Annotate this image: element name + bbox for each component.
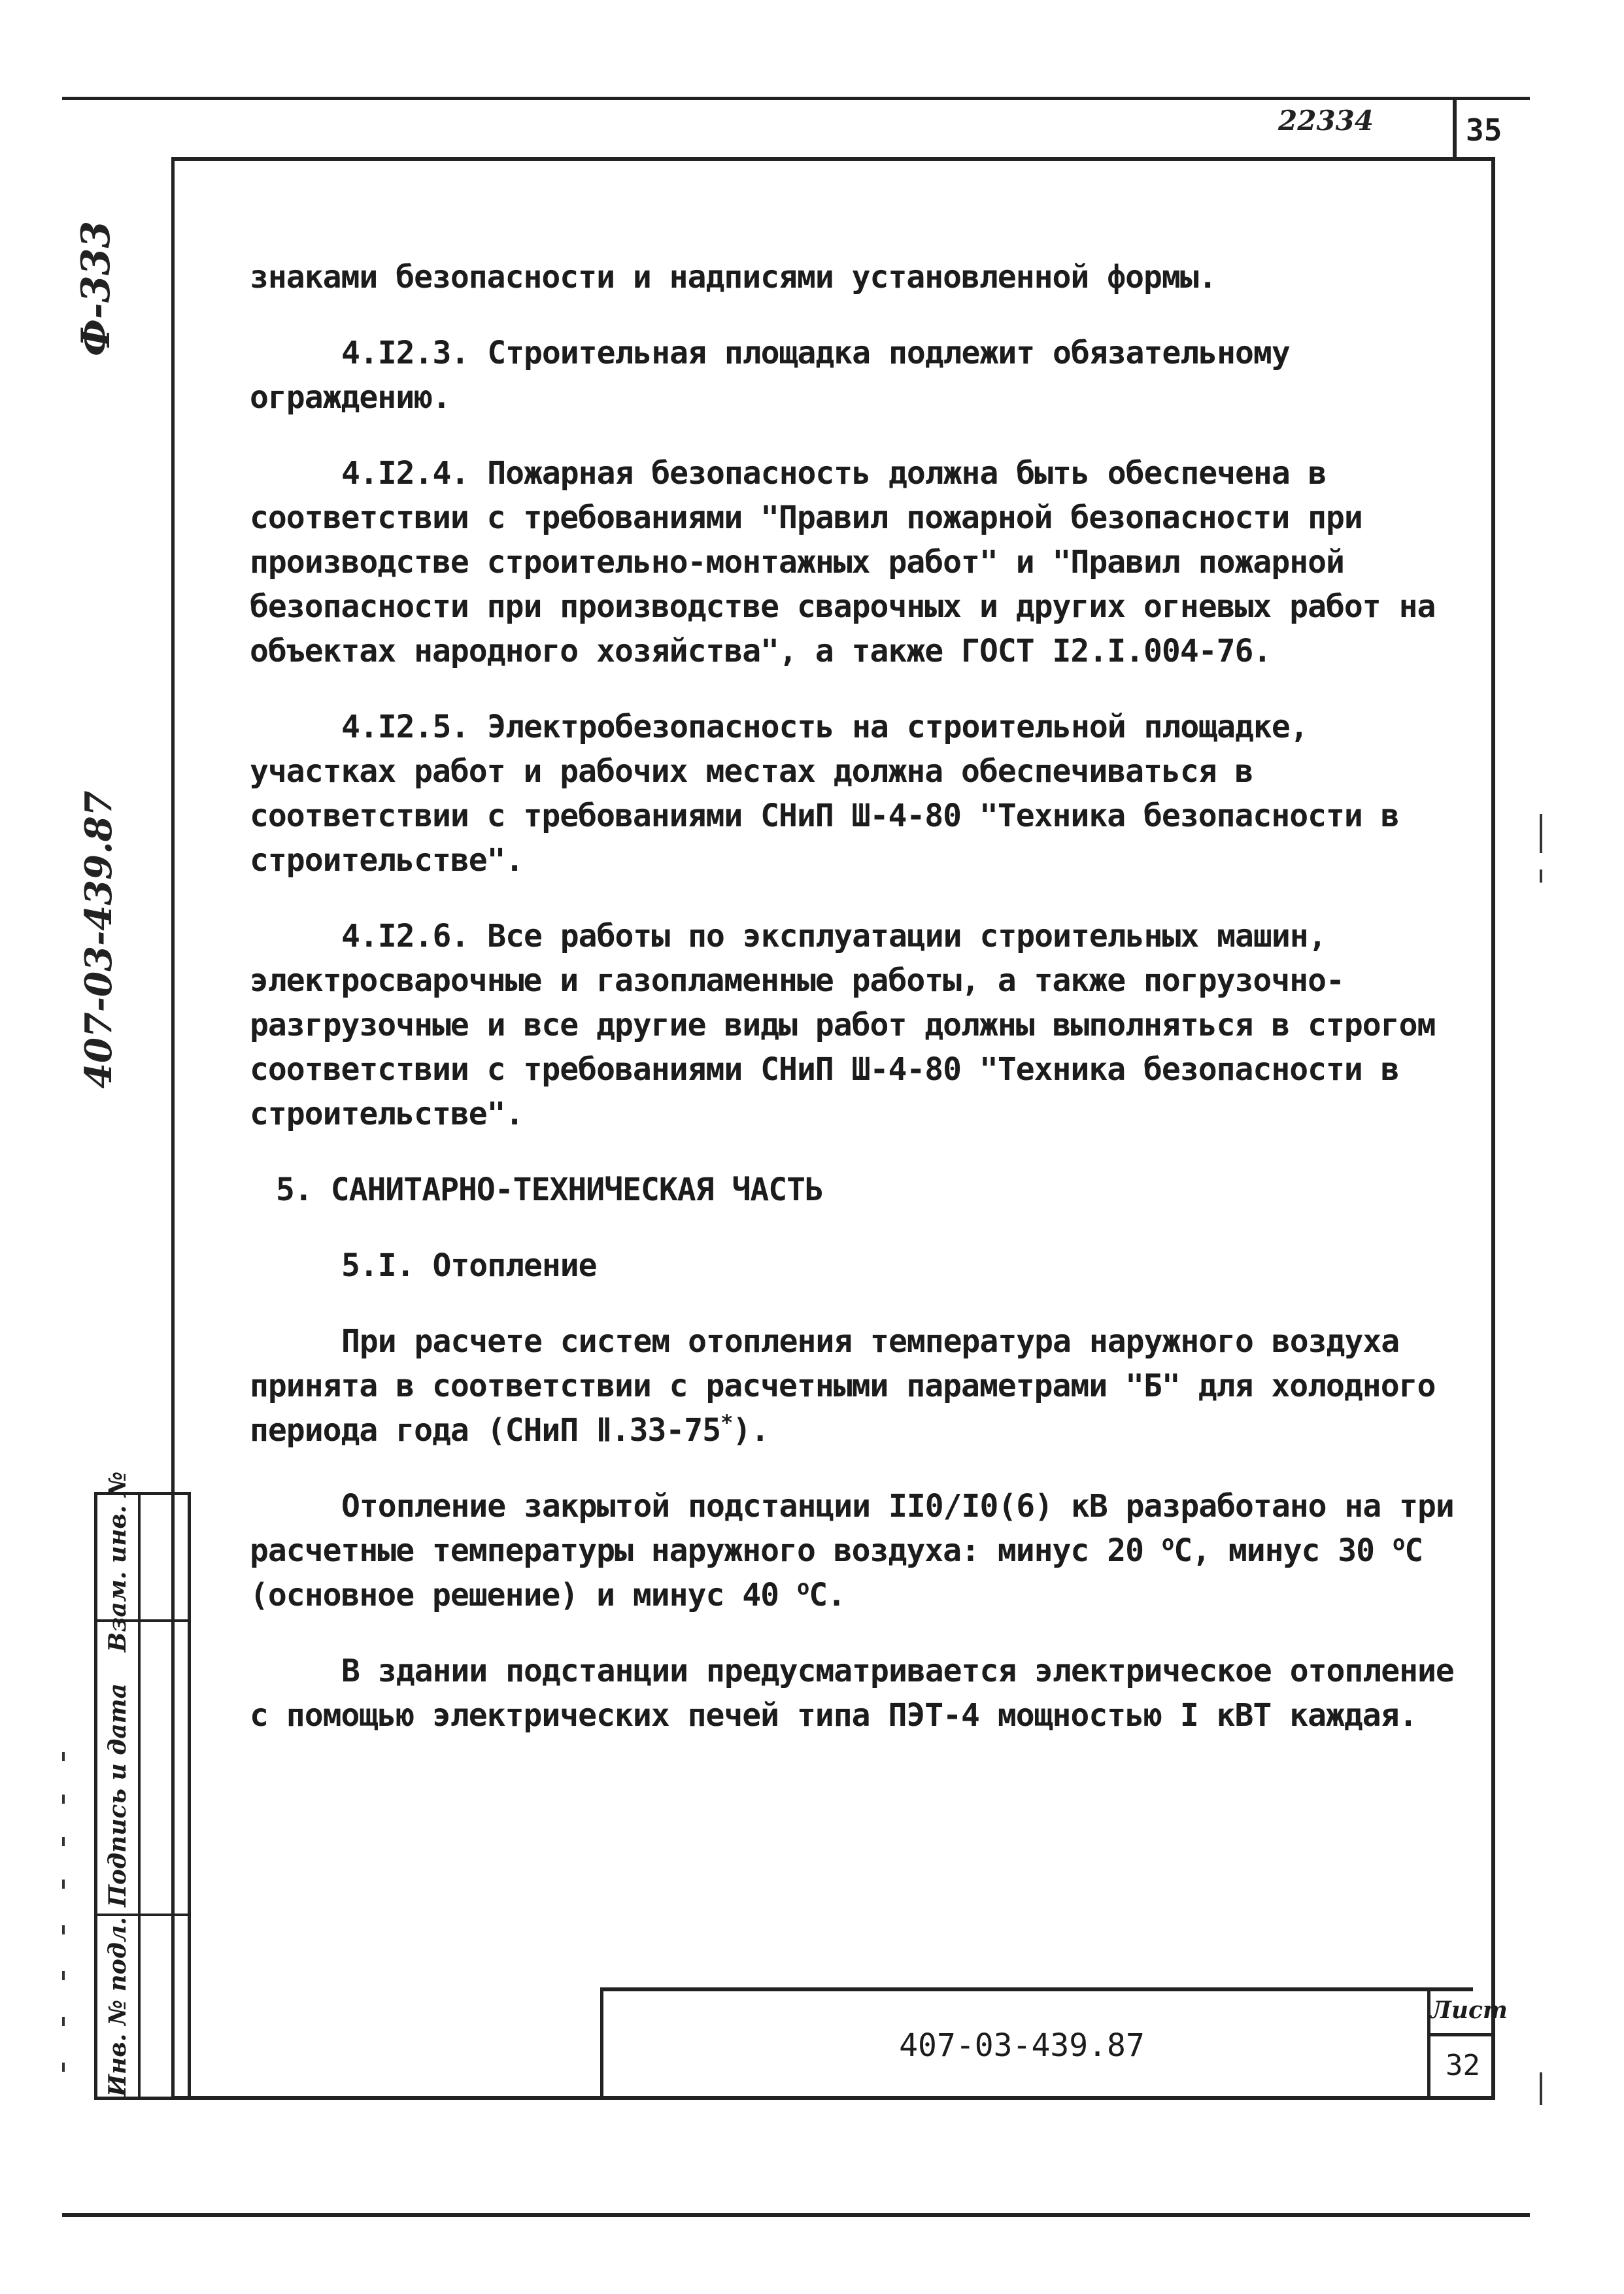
form-code: Ф-333: [73, 220, 119, 356]
paragraph-4-12-4: 4.I2.4. Пожарная безопасность должна быть обеспечена в соответствии с требованиями "Правил пожарной безопасности при производстве строительно-монтажных работ" и "Правил пожарной безопасности при производстве сварочных и других огневых работ на объектах народного хозяйства", а также ГОСТ I2.I.004-76.: [250, 455, 1436, 669]
heating-p2-c: С (основное решение) и минус 40: [250, 1532, 1423, 1613]
left-edge-tick: [62, 1971, 65, 1980]
degree-mark: o: [1392, 1530, 1405, 1555]
heating-paragraph-2: [250, 1484, 1459, 1617]
document-number: 407-03-439.87: [899, 2027, 1145, 2064]
right-edge-tick: [1540, 2072, 1542, 2105]
sheet-box: [1427, 1987, 1508, 2100]
subsection-heading: 5.I. Отопление: [341, 1247, 597, 1284]
left-edge-tick: [62, 1880, 65, 1889]
document-body: [250, 255, 1459, 1769]
bottom-rule: [62, 2213, 1530, 2217]
title-block: [600, 1987, 1473, 2099]
top-rule: [62, 97, 1530, 100]
left-edge-tick: [62, 1752, 65, 1761]
strip-row-divider: [97, 1914, 188, 1916]
heating-p1-main: При расчете систем отопления температура наружного воздуха принята в соответствии с расчетными параметрами "Б" для холодного периода года (СНиП Ⅱ.33-75: [250, 1323, 1436, 1449]
right-edge-tick: [1540, 814, 1542, 853]
asterisk-mark: *: [720, 1410, 733, 1435]
strip-label-signature: Подпись и дата: [104, 1683, 131, 1907]
paragraph-continuation: знаками безопасности и надписями установленной формы.: [250, 259, 1217, 295]
left-edge-tick: [62, 2017, 65, 2026]
paragraph-4-12-3: 4.I2.3. Строительная площадка подлежит обязательному ограждению.: [250, 335, 1290, 416]
sheet-number-bottom: 32: [1446, 2049, 1480, 2082]
heating-p1-end: ).: [732, 1412, 770, 1449]
left-edge-tick: [62, 1925, 65, 1934]
heating-p2-d: С.: [809, 1577, 846, 1613]
right-edge-tick: [1540, 869, 1542, 883]
approval-stamp-strip: [94, 1471, 191, 2100]
doc-code-handwritten: 407-03-439.87: [77, 790, 120, 1088]
paragraph-4-12-6: 4.I2.6. Все работы по эксплуатации строительных машин, электросварочные и газопламенные работы, а также погрузочно-разгрузочные и все другие виды работ должны выполняться в строгом соответствии с требованиями СНиП Ш-4-80 "Техника безопасности в строительстве".: [250, 918, 1436, 1132]
left-edge-tick: [62, 2063, 65, 2072]
heating-p2-a: Отопление закрытой подстанции II0/I0(6) кВ разработано на три расчетные температуры наружного воздуха: минус 20: [250, 1488, 1454, 1569]
handwritten-number: 22334: [1278, 105, 1374, 137]
strip-label-replacement: Взам. инв. №: [104, 1471, 131, 1652]
strip-label-inventory: Инв. № подл.: [104, 1917, 131, 2097]
degree-mark: o: [1161, 1530, 1174, 1555]
sheet-label: Лист: [1430, 1987, 1495, 2036]
degree-mark: o: [796, 1575, 809, 1600]
left-edge-tick: [62, 1795, 65, 1804]
section-heading: 5. САНИТАРНО-ТЕХНИЧЕСКАЯ ЧАСТЬ: [276, 1172, 823, 1208]
heating-p2-b: С, минус 30: [1174, 1532, 1393, 1569]
heating-paragraph-1: [250, 1319, 1459, 1453]
paragraph-4-12-5: 4.I2.5. Электробезопасность на строительной площадке, участках работ и рабочих местах должна обеспечиваться в соответствии с требованиями СНиП Ш-4-80 "Техника безопасности в строительстве".: [250, 709, 1399, 879]
left-edge-tick: [62, 1837, 65, 1846]
sheet-number-top: 35: [1453, 98, 1530, 157]
heating-paragraph-3: В здании подстанции предусматривается электрическое отопление с помощью электрических печей типа ПЭТ-4 мощностью I кВТ каждая.: [250, 1653, 1454, 1734]
